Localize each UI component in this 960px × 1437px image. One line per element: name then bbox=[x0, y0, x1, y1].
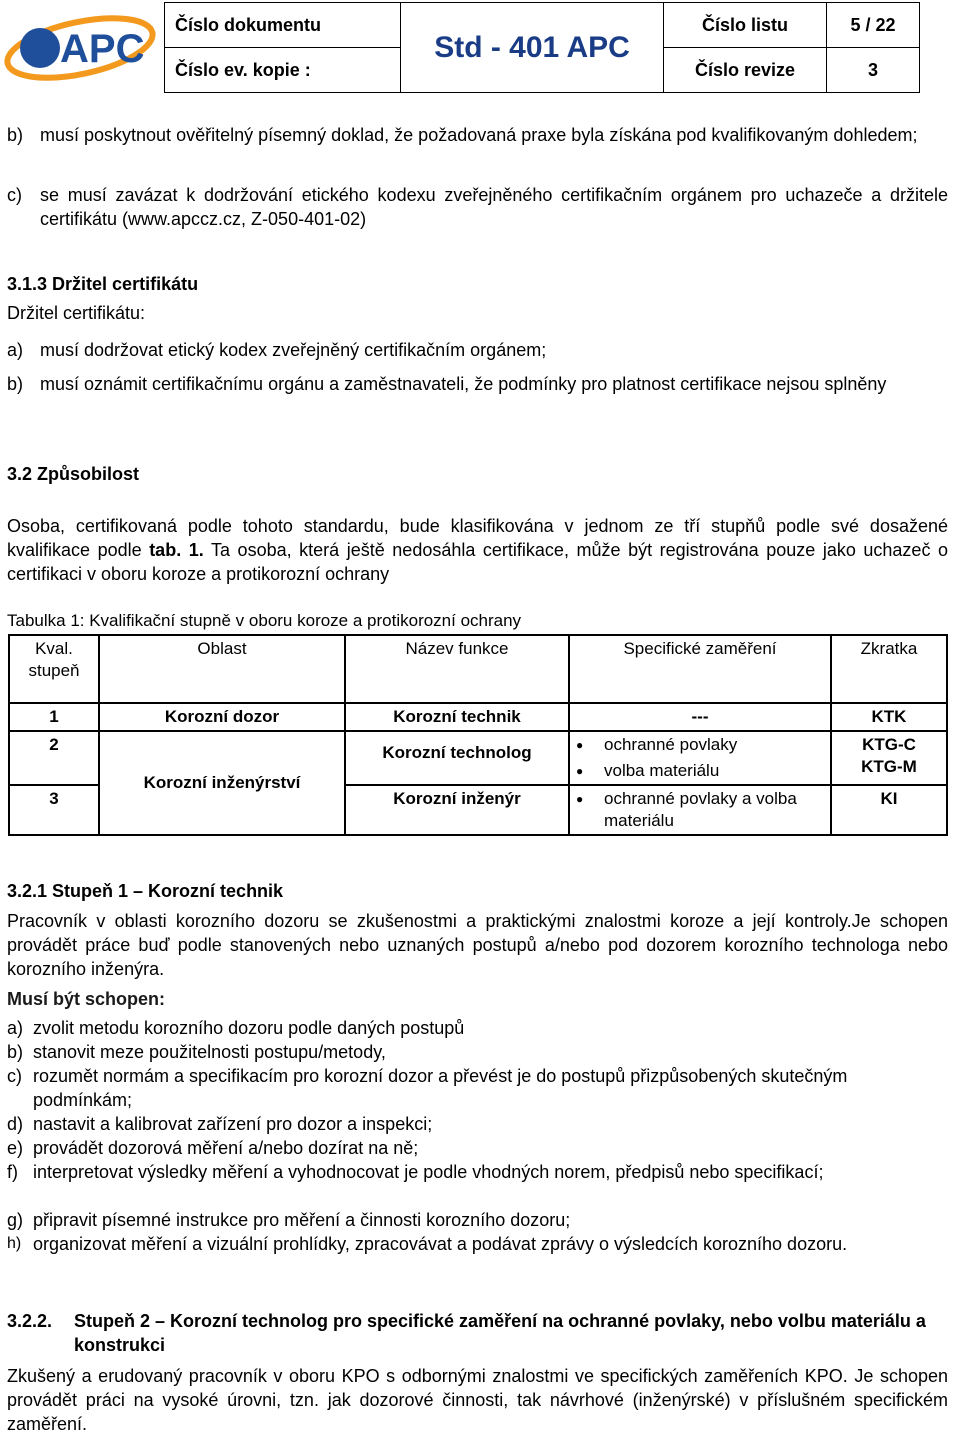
section-paragraph: Osoba, certifikovaná podle tohoto standardu, bude klasifikována v jednom ze tří stupňů podle své dosažené kvalifikace podle tab. 1. Ta osoba, která ještě nedosáhla certifikace, může být registrována pouze jako uchazeč o certifikaci v oboru koroze a protikorozní ochrany bbox=[7, 516, 949, 584]
list-item: a) zvolit metodu korozního dozoru podle daných postupů bbox=[7, 1018, 465, 1038]
section-paragraph: Pracovník v oblasti korozního dozoru se zkušenostmi a praktickými znalostmi koroze a její kontroly.Je schopen provádět práce buď podle stanovených nebo uznaných postupů a/nebo pod dozorem korozního technologa nebo korozního inženýra. bbox=[7, 911, 948, 979]
section-heading-321: 3.2.1 Stupeň 1 – Korozní technik bbox=[7, 881, 284, 901]
copy-label: Číslo ev. kopie : bbox=[165, 48, 401, 93]
section-paragraph: Zkušený a erudovaný pracovník v oboru KPO s odbornými znalostmi ve specifických zaměřeních KPO. Je schopen provádět práci na vysoké úrovni, tzn. jak dozorové činnosti, tak návrhové (inženýrské) v příslušném specifickém zaměření. bbox=[7, 1366, 948, 1434]
focus-bullet: ● ochranné povlaky bbox=[574, 734, 826, 756]
list-item: h) organizovat měření a vizuální prohlídky, zpracovávat a podávat zprávy o výsledcích korozního dozoru. bbox=[7, 1234, 848, 1254]
list-item: a) musí dodržovat etický kodex zveřejněný certifikačním orgánem; bbox=[7, 340, 547, 360]
table-header-row: Kval. stupeň Oblast Název funkce Specifické zaměření Zkratka bbox=[9, 635, 947, 703]
list-item: b) stanovit meze použitelnosti postupu/metody, bbox=[7, 1042, 386, 1062]
list-item: c) se musí zavázat k dodržování etického kodexu zveřejněného certifikačním orgánem pro uchazeče a držitele certifikátu (www.apccz.cz, Z-050-401-02) bbox=[7, 185, 948, 229]
section-intro: Držitel certifikátu: bbox=[7, 303, 146, 323]
sheet-label: Číslo listu bbox=[664, 3, 827, 48]
table-row: 2 Korozní inženýrství Korozní technolog ● ochranné povlaky ● volba materiálu KTG-C KTG-M bbox=[9, 731, 947, 785]
revision-value: 3 bbox=[827, 48, 920, 93]
doc-number-label: Číslo dokumentu bbox=[165, 3, 401, 48]
table-row: 3 Korozní inženýr ● ochranné povlaky a volba materiálu KI bbox=[9, 785, 947, 835]
qualification-table bbox=[8, 634, 948, 836]
table-caption: Tabulka 1: Kvalifikační stupně v oboru koroze a protikorozní ochrany bbox=[7, 611, 522, 630]
list-item: g) připravit písemné instrukce pro měření a činnosti korozního dozoru; bbox=[7, 1210, 571, 1230]
list-item: b) musí oznámit certifikačnímu orgánu a zaměstnavateli, že podmínky pro platnost certifikace nejsou splněny bbox=[7, 374, 887, 394]
section-heading-322: 3.2.2. Stupeň 2 – Korozní technolog pro specifické zaměření na ochranné povlaky, nebo volbu materiálu a konstrukci bbox=[7, 1311, 926, 1355]
logo-text: APC bbox=[60, 27, 145, 71]
must-be-able-heading: Musí být schopen: bbox=[7, 989, 166, 1009]
section-heading-32: 3.2 Způsobilost bbox=[7, 464, 140, 484]
header-table bbox=[164, 2, 920, 93]
list-item: d) nastavit a kalibrovat zařízení pro dozor a inspekci; bbox=[7, 1114, 433, 1134]
section-heading-313: 3.1.3 Držitel certifikátu bbox=[7, 274, 199, 294]
doc-id: Std - 401 APC bbox=[401, 3, 664, 93]
apc-logo-icon bbox=[2, 6, 162, 86]
table-row: 1 Korozní dozor Korozní technik --- KTK bbox=[9, 703, 947, 731]
focus-bullet: ● volba materiálu bbox=[574, 760, 826, 782]
sheet-value: 5 / 22 bbox=[827, 3, 920, 48]
list-item: c) rozumět normám a specifikacím pro korozní dozor a převést je do postupů přizpůsobených skutečným podmínkám; bbox=[7, 1066, 848, 1110]
focus-bullet: ● ochranné povlaky a volba materiálu bbox=[574, 788, 826, 832]
list-item: e) provádět dozorová měření a/nebo dozírat na ně; bbox=[7, 1138, 419, 1158]
list-item: f) interpretovat výsledky měření a vyhodnocovat je podle vhodných norem, předpisů nebo specifikací; bbox=[7, 1162, 824, 1182]
list-item: b) musí poskytnout ověřitelný písemný doklad, že požadovaná praxe byla získána pod kvalifikovaným dohledem; bbox=[7, 125, 918, 145]
revision-label: Číslo revize bbox=[664, 48, 827, 93]
document-header bbox=[0, 0, 960, 96]
